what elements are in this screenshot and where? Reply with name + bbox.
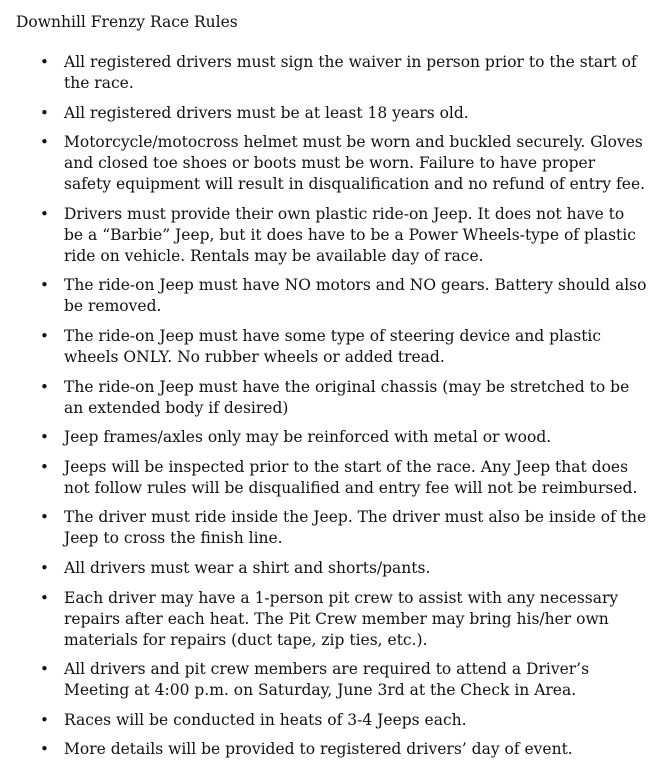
rule-text: Jeep frames/axles only may be reinforced with metal or wood. [64,428,552,447]
bullet-icon: • [40,326,49,345]
rule-text: The ride-on Jeep must have the original chassis (may be stretched to be an extended body if desired) [64,377,630,417]
list-item [0,558,671,579]
rule-text: The ride-on Jeep must have NO motors and NO gears. Battery should also be removed. [64,276,647,316]
list-item [0,739,671,760]
bullet-icon: • [40,276,49,295]
rule-text: All registered drivers must sign the waiver in person prior to the start of the race. [64,53,637,92]
rule-text: The ride-on Jeep must have some type of steering device and plastic wheels ONLY. No rubber wheels or added tread. [64,326,602,366]
bullet-icon: • [40,508,49,527]
list-item [0,103,671,124]
rule-text: All registered drivers must be at least 18 years old. [64,103,469,122]
list-item [0,326,671,368]
list-item [0,588,671,651]
list-item [0,507,671,549]
rules-list [0,52,671,769]
document-title: Downhill Frenzy Race Rules [16,13,238,31]
list-item [0,710,671,731]
list-item [0,275,671,317]
bullet-icon: • [40,103,49,122]
bullet-icon: • [40,660,49,679]
list-item [0,457,671,499]
rule-text: Drivers must provide their own plastic ride-on Jeep. It does not have to be a “Barbie” Jeep, but it does have to be a Power Wheels-type of plastic ride on vehicle. Rentals may be available day of race. [64,204,636,265]
rule-text: All drivers and pit crew members are required to attend a Driver’s Meeting at 4:00 p.m. on Saturday, June 3rd at the Check in Area. [64,660,590,700]
bullet-icon: • [40,558,49,577]
rule-text: More details will be provided to registered drivers’ day of event. [64,740,573,759]
list-item [0,377,671,419]
rule-text: Each driver may have a 1-person pit crew to assist with any necessary repairs after each heat. The Pit Crew member may bring his/her own materials for repairs (duct tape, zip ties, etc.). [64,588,619,649]
bullet-icon: • [40,204,49,223]
bullet-icon: • [40,588,49,607]
list-item [0,132,671,195]
bullet-icon: • [40,428,49,447]
list-item [0,204,671,267]
list-item [0,659,671,701]
rule-text: Motorcycle/motocross helmet must be worn and buckled securely. Gloves and closed toe shoes or boots must be worn. Failure to have proper safety equipment will result in disqualification and no refund of entry fee. [64,133,646,194]
rule-text: Races will be conducted in heats of 3-4 Jeeps each. [64,710,467,729]
bullet-icon: • [40,710,49,729]
rule-text: Jeeps will be inspected prior to the start of the race. Any Jeep that does not follow rules will be disqualified and entry fee will not be reimbursed. [64,457,638,497]
bullet-icon: • [40,377,49,396]
bullet-icon: • [40,133,49,152]
list-item [0,52,671,94]
rule-text: All drivers must wear a shirt and shorts/pants. [64,558,431,577]
bullet-icon: • [40,740,49,759]
bullet-icon: • [40,53,49,71]
list-item [0,427,671,448]
bullet-icon: • [40,457,49,476]
rule-text: The driver must ride inside the Jeep. The driver must also be inside of the Jeep to cross the finish line. [64,508,647,548]
